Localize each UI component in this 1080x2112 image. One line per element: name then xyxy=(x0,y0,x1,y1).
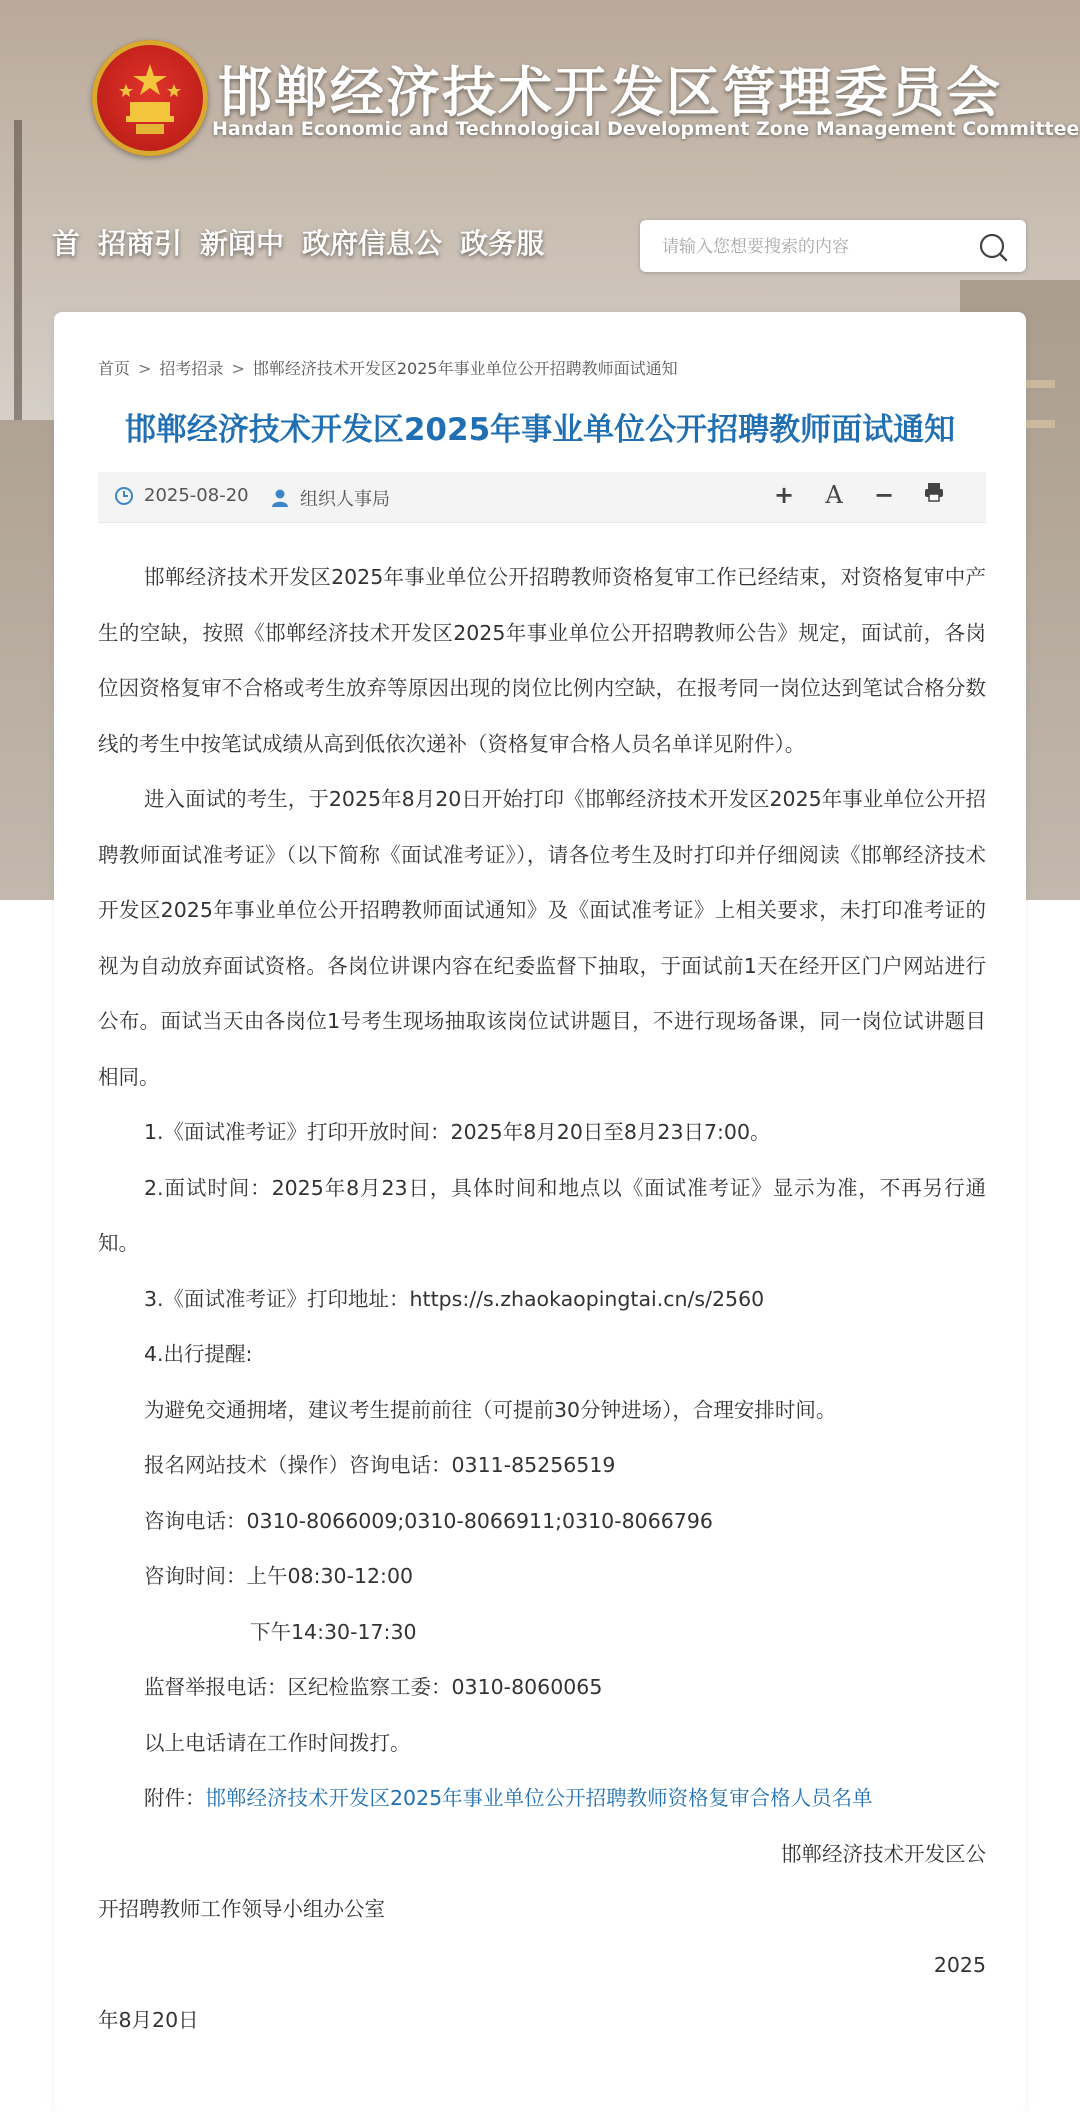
breadcrumb-current[interactable]: 邯郸经济技术开发区2025年事业单位公开招聘教师面试通知 xyxy=(252,359,678,378)
consult-phone: 咨询电话：0310-8066009;0310-8066911;0310-8066796 xyxy=(144,1508,713,1533)
font-increase-button[interactable]: + xyxy=(773,481,795,509)
publisher xyxy=(270,485,390,511)
article-body xyxy=(98,550,986,2049)
breadcrumb-recruitment[interactable]: 招考招录 xyxy=(159,359,224,378)
chevron-right-icon: > xyxy=(231,359,245,378)
search-icon[interactable] xyxy=(978,232,1008,262)
phone-note: 以上电话请在工作时间拨打。 xyxy=(144,1730,411,1755)
article-card xyxy=(54,312,1026,2112)
paragraph-3: 1.《面试准考证》打印开放时间：2025年8月20日至8月23日7:00。 xyxy=(144,1120,771,1144)
nav-item-services[interactable]: 政务服 xyxy=(460,227,545,260)
signature-line-2: 开招聘教师工作领导小组办公室 xyxy=(98,1897,385,1921)
print-button[interactable] xyxy=(922,481,946,509)
user-icon xyxy=(270,488,290,508)
font-default-button[interactable]: A xyxy=(825,481,843,509)
consult-time-am: 咨询时间：上午08:30-12:00 xyxy=(144,1564,414,1588)
paragraph-1: 邯郸经济技术开发区2025年事业单位公开招聘教师资格复审工作已经结束，对资格复审中产生的空缺，按照《邯郸经济技术开发区2025年事业单位公开招聘教师公告》规定，面试前，各岗位因资格复审不合格或考生放弃等原因出现的岗位比例内空缺，在报考同一岗位达到笔试合格分数线的考生中按笔试成绩从高到低依次递补（资格复审合格人员名单详见附件）。 xyxy=(98,565,986,756)
article-tools xyxy=(772,481,946,509)
print-address-line: 3.《面试准考证》打印地址：https://s.zhaokaopingtai.cn/s/2560 xyxy=(144,1286,765,1311)
date-line-2: 年8月20日 xyxy=(98,2008,199,2032)
nav-item-news[interactable]: 新闻中 xyxy=(200,227,285,260)
national-emblem-logo[interactable] xyxy=(92,40,208,156)
publisher-text: 组织人事局 xyxy=(300,489,390,510)
publish-date-text: 2025-08-20 xyxy=(144,485,249,506)
consult-time-pm: 下午14:30-17:30 xyxy=(250,1619,417,1644)
paragraph-2: 进入面试的考生，于2025年8月20日开始打印《邯郸经济技术开发区2025年事业单位公开招聘教师面试准考证》（以下简称《面试准考证》），请各位考生及时打印并仔细阅读《邯郸经济技术开发区2025年事业单位公开招聘教师面试通知》及《面试准考证》上相关要求，未打印准考证的视为自动放弃面试资格。各岗位讲课内容在纪委监督下抽取，于面试前1天在经开区门户网站进行公布。面试当天由各岗位1号考生现场抽取该岗位试讲题目，不进行现场备课，同一岗位试讲题目相同。 xyxy=(98,787,986,1089)
tech-phone: 报名网站技术（操作）咨询电话：0311-85256519 xyxy=(144,1453,616,1477)
nav-item-investment[interactable]: 招商引 xyxy=(98,227,183,260)
supervise-phone: 监督举报电话：区纪检监察工委：0310-8060065 xyxy=(144,1675,603,1699)
signature-line-1: 邯郸经济技术开发区公 xyxy=(781,1841,986,1866)
attachment-link[interactable]: 邯郸经济技术开发区2025年事业单位公开招聘教师资格复审合格人员名单 xyxy=(205,1786,873,1810)
breadcrumb-home[interactable]: 首页 xyxy=(98,359,131,378)
clock-icon xyxy=(114,486,134,506)
main-nav xyxy=(52,222,544,262)
printer-icon xyxy=(923,481,945,503)
reminder-heading: 4.出行提醒: xyxy=(144,1342,253,1366)
site-title[interactable]: 邯郸经济技术开发区管理委员会 xyxy=(218,61,1002,124)
search-input[interactable] xyxy=(660,220,964,274)
nav-item-home[interactable]: 首 xyxy=(52,227,81,260)
date-line-1: 2025 xyxy=(933,1952,986,1977)
attachment-label: 附件： xyxy=(144,1786,206,1810)
paragraph-4: 2.面试时间：2025年8月23日，具体时间和地点以《面试准考证》显示为准，不再另行通知。 xyxy=(98,1175,986,1255)
attachment-row xyxy=(98,1771,986,1827)
search-box xyxy=(640,220,1026,272)
nav-item-gov-info[interactable]: 政府信息公 xyxy=(302,227,443,260)
article-meta-bar xyxy=(98,472,986,523)
font-decrease-button[interactable]: − xyxy=(873,481,895,509)
article-title: 邯郸经济技术开发区2025年事业单位公开招聘教师面试通知 xyxy=(124,412,956,448)
site-subtitle: Handan Economic and Technological Development Zone Management Committee xyxy=(212,118,1080,140)
publish-date xyxy=(114,485,249,506)
reminder-text: 为避免交通拥堵，建议考生提前前往（可提前30分钟进场），合理安排时间。 xyxy=(144,1397,837,1422)
chevron-right-icon: > xyxy=(138,359,152,378)
breadcrumb xyxy=(98,356,686,379)
